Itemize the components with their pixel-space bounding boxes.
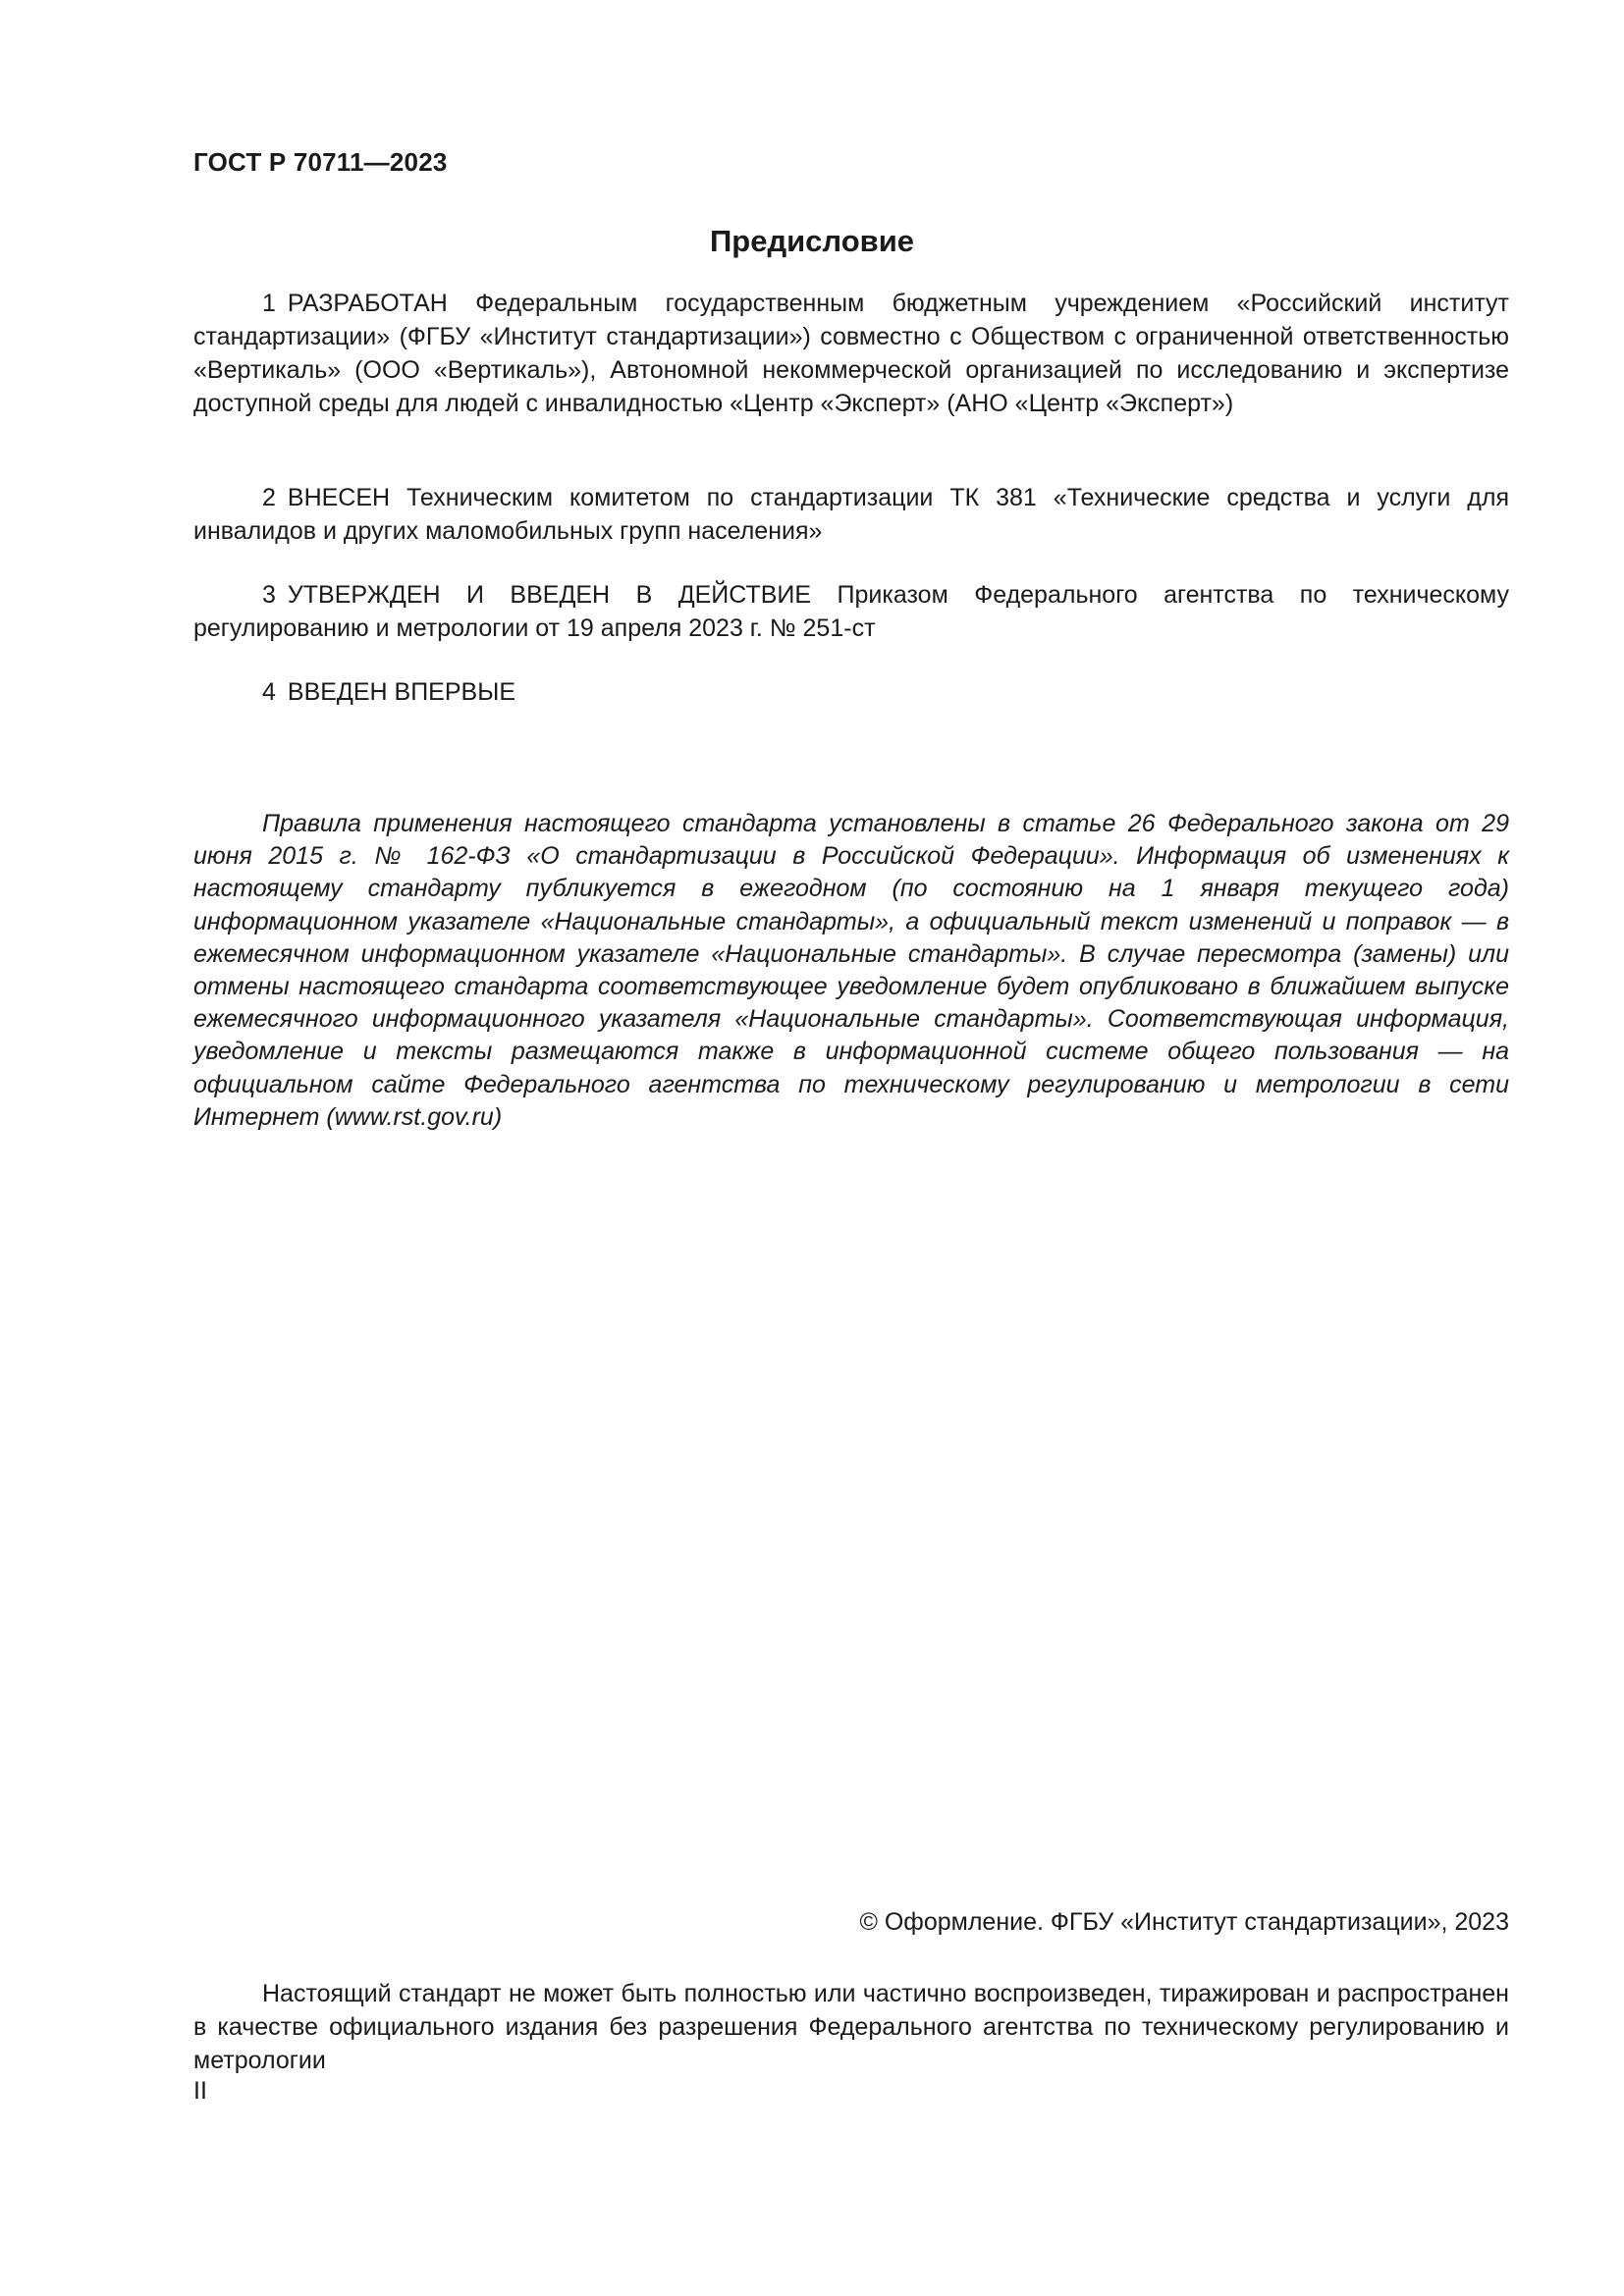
item-text: РАЗРАБОТАН Федеральным государственным бюджетным учреждением «Российский институт стандартизации» (ФГБУ «Институт стандартизации») совместно с Обществом с ограниченной ответственностью «Вертикаль» (ООО «Вертикаль»), Автономной некоммерческой организацией по исследованию и экспертизе доступной среды для людей с инвалидностью «Центр «Эксперт» (АНО «Центр «Эксперт»): [193, 290, 1509, 417]
foreword-item-3: [193, 578, 1509, 645]
item-text: ВВЕДЕН ВПЕРВЫЕ: [287, 678, 516, 706]
copyright-line: © Оформление. ФГБУ «Институт стандартизации», 2023: [859, 1908, 1509, 1936]
rules-notice-text: Правила применения настоящего стандарта установлены в статье 26 Федерального закона от 29 июня 2015 г. № 162-ФЗ «О стандартизации в Российской Федерации». Информация об изменениях к настоящему стандарту публикуется в ежегодном (по состоянию на 1 января текущего года) информационном указателе «Национальные стандарты», а официальный текст изменений и поправок — в ежемесячном информационном указателе «Национальные стандарты». В случае пересмотра (замены) или отмены настоящего стандарта соответствующее уведомление будет опубликовано в ближайшем выпуске ежемесячного информационного указателя «Национальные стандарты». Соответствующая информация, уведомление и тексты размещаются также в информационной системе общего пользования — на официальном сайте Федерального агентства по техническому регулированию и метрологии в сети Интернет (www.rst.gov.ru): [193, 810, 1509, 1131]
page-title: Предисловие: [709, 224, 914, 258]
reproduction-notice: [193, 1977, 1509, 2077]
reproduction-notice-text: Настоящий стандарт не может быть полностью или частично воспроизведен, тиражирован и распространен в качестве официального издания без разрешения Федерального агентства по техническому регулированию и метрологии: [193, 1980, 1509, 2074]
foreword-item-1: [193, 287, 1509, 420]
item-number: 2: [262, 484, 276, 511]
item-number: 4: [262, 678, 276, 706]
foreword-item-4: [193, 675, 1509, 709]
item-number: 1: [262, 290, 276, 317]
item-text: УТВЕРЖДЕН И ВВЕДЕН В ДЕЙСТВИЕ Приказом Федерального агентства по техническому регулированию и метрологии от 19 апреля 2023 г. № 251-ст: [193, 581, 1509, 642]
foreword-item-2: [193, 481, 1509, 548]
document-code: ГОСТ Р 70711—2023: [193, 147, 448, 177]
item-number: 3: [262, 581, 276, 609]
item-text: ВНЕСЕН Техническим комитетом по стандартизации ТК 381 «Технические средства и услуги для инвалидов и других маломобильных групп населения»: [193, 484, 1509, 545]
rules-notice: [193, 808, 1509, 1134]
page-number: II: [193, 2077, 207, 2105]
